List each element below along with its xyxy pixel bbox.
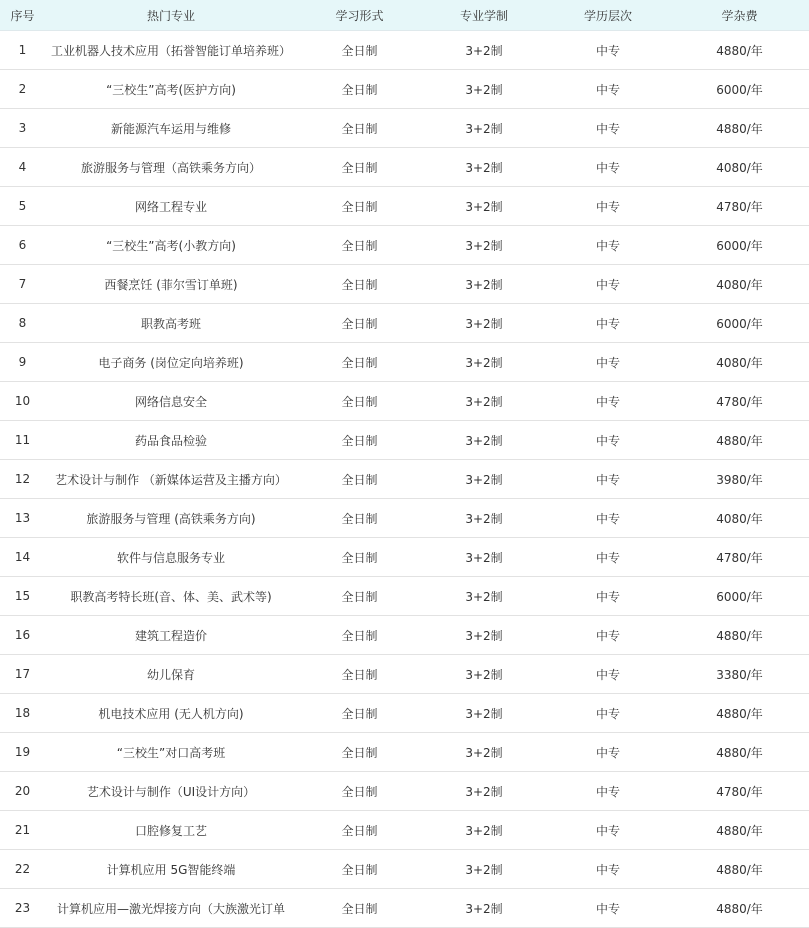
row-major: 职教高考特长班(音、体、美、武术等) (45, 577, 297, 616)
row-major: “三校生”高考(医护方向) (45, 70, 297, 109)
row-index: 21 (0, 811, 45, 850)
row-fee: 6000/年 (670, 70, 809, 109)
header-fee: 学杂费 (670, 0, 809, 31)
row-education-level: 中专 (546, 343, 670, 382)
header-row (0, 0, 809, 31)
row-study-form: 全日制 (297, 343, 422, 382)
row-duration: 3+2制 (422, 772, 546, 811)
table-row (0, 538, 809, 577)
row-education-level: 中专 (546, 187, 670, 226)
row-fee: 4080/年 (670, 148, 809, 187)
row-major: “三校生”对口高考班 (45, 733, 297, 772)
row-fee: 4880/年 (670, 694, 809, 733)
row-study-form: 全日制 (297, 577, 422, 616)
row-fee: 4880/年 (670, 733, 809, 772)
table-row (0, 577, 809, 616)
row-study-form: 全日制 (297, 850, 422, 889)
row-index: 10 (0, 382, 45, 421)
row-fee: 4080/年 (670, 343, 809, 382)
row-index: 5 (0, 187, 45, 226)
table-row (0, 811, 809, 850)
table-row (0, 499, 809, 538)
row-duration: 3+2制 (422, 421, 546, 460)
table-row (0, 265, 809, 304)
row-education-level: 中专 (546, 148, 670, 187)
row-study-form: 全日制 (297, 499, 422, 538)
row-duration: 3+2制 (422, 616, 546, 655)
row-education-level: 中专 (546, 265, 670, 304)
row-education-level: 中专 (546, 889, 670, 928)
table-row (0, 850, 809, 889)
row-duration: 3+2制 (422, 577, 546, 616)
row-major: 艺术设计与制作（UI设计方向） (45, 772, 297, 811)
table-row (0, 343, 809, 382)
row-education-level: 中专 (546, 70, 670, 109)
row-major: 电子商务 (岗位定向培养班) (45, 343, 297, 382)
row-fee: 4080/年 (670, 265, 809, 304)
row-education-level: 中专 (546, 850, 670, 889)
row-duration: 3+2制 (422, 265, 546, 304)
row-major: 机电技术应用 (无人机方向) (45, 694, 297, 733)
row-major: 建筑工程造价 (45, 616, 297, 655)
row-study-form: 全日制 (297, 811, 422, 850)
row-major: 网络工程专业 (45, 187, 297, 226)
row-duration: 3+2制 (422, 109, 546, 148)
row-index: 4 (0, 148, 45, 187)
row-index: 8 (0, 304, 45, 343)
row-duration: 3+2制 (422, 694, 546, 733)
table-row (0, 421, 809, 460)
row-major: 计算机应用 5G智能终端 (45, 850, 297, 889)
header-duration: 专业学制 (422, 0, 546, 31)
row-study-form: 全日制 (297, 421, 422, 460)
header-education-level: 学历层次 (546, 0, 670, 31)
row-index: 11 (0, 421, 45, 460)
row-major: 艺术设计与制作 （新媒体运营及主播方向） (45, 460, 297, 499)
row-study-form: 全日制 (297, 148, 422, 187)
row-education-level: 中专 (546, 616, 670, 655)
row-education-level: 中专 (546, 694, 670, 733)
row-fee: 4080/年 (670, 499, 809, 538)
row-index: 15 (0, 577, 45, 616)
row-fee: 4880/年 (670, 109, 809, 148)
row-index: 2 (0, 70, 45, 109)
row-fee: 4780/年 (670, 772, 809, 811)
row-fee: 6000/年 (670, 577, 809, 616)
row-study-form: 全日制 (297, 772, 422, 811)
row-education-level: 中专 (546, 460, 670, 499)
row-duration: 3+2制 (422, 538, 546, 577)
row-duration: 3+2制 (422, 460, 546, 499)
row-fee: 4880/年 (670, 616, 809, 655)
row-index: 1 (0, 31, 45, 70)
row-fee: 4880/年 (670, 850, 809, 889)
row-duration: 3+2制 (422, 226, 546, 265)
row-major: 工业机器人技术应用（拓誉智能订单培养班） (45, 31, 297, 70)
row-study-form: 全日制 (297, 460, 422, 499)
row-duration: 3+2制 (422, 499, 546, 538)
row-index: 12 (0, 460, 45, 499)
row-education-level: 中专 (546, 733, 670, 772)
table-row (0, 616, 809, 655)
row-index: 17 (0, 655, 45, 694)
row-study-form: 全日制 (297, 733, 422, 772)
row-study-form: 全日制 (297, 382, 422, 421)
header-index: 序号 (0, 0, 45, 31)
header-study-form: 学习形式 (297, 0, 422, 31)
table-row (0, 382, 809, 421)
row-fee: 4780/年 (670, 187, 809, 226)
row-fee: 6000/年 (670, 226, 809, 265)
table-row (0, 655, 809, 694)
row-fee: 4880/年 (670, 31, 809, 70)
row-study-form: 全日制 (297, 265, 422, 304)
row-education-level: 中专 (546, 31, 670, 70)
row-index: 16 (0, 616, 45, 655)
row-major: 药品食品检验 (45, 421, 297, 460)
row-major: 口腔修复工艺 (45, 811, 297, 850)
row-fee: 4880/年 (670, 421, 809, 460)
table-row (0, 733, 809, 772)
row-major: 旅游服务与管理 (高铁乘务方向) (45, 499, 297, 538)
row-index: 14 (0, 538, 45, 577)
row-fee: 3980/年 (670, 460, 809, 499)
row-duration: 3+2制 (422, 889, 546, 928)
table-row (0, 304, 809, 343)
row-index: 7 (0, 265, 45, 304)
row-education-level: 中专 (546, 421, 670, 460)
row-duration: 3+2制 (422, 655, 546, 694)
table-row (0, 226, 809, 265)
row-duration: 3+2制 (422, 187, 546, 226)
row-duration: 3+2制 (422, 811, 546, 850)
table-body (0, 31, 809, 928)
row-duration: 3+2制 (422, 382, 546, 421)
row-education-level: 中专 (546, 538, 670, 577)
row-study-form: 全日制 (297, 655, 422, 694)
row-duration: 3+2制 (422, 733, 546, 772)
table-row (0, 694, 809, 733)
table-row (0, 70, 809, 109)
row-major: 计算机应用—激光焊接方向（大族激光订单 (45, 889, 297, 928)
row-fee: 4780/年 (670, 382, 809, 421)
row-education-level: 中专 (546, 655, 670, 694)
row-duration: 3+2制 (422, 343, 546, 382)
row-index: 20 (0, 772, 45, 811)
row-major: 西餐烹饪 (菲尔雪订单班) (45, 265, 297, 304)
row-duration: 3+2制 (422, 850, 546, 889)
row-study-form: 全日制 (297, 538, 422, 577)
row-study-form: 全日制 (297, 616, 422, 655)
row-fee: 4880/年 (670, 889, 809, 928)
row-index: 13 (0, 499, 45, 538)
row-fee: 4780/年 (670, 538, 809, 577)
row-education-level: 中专 (546, 811, 670, 850)
table-row (0, 31, 809, 70)
row-index: 23 (0, 889, 45, 928)
row-study-form: 全日制 (297, 31, 422, 70)
row-index: 3 (0, 109, 45, 148)
table-row (0, 109, 809, 148)
row-major: 旅游服务与管理（高铁乘务方向） (45, 148, 297, 187)
row-education-level: 中专 (546, 226, 670, 265)
row-study-form: 全日制 (297, 889, 422, 928)
row-study-form: 全日制 (297, 694, 422, 733)
row-duration: 3+2制 (422, 31, 546, 70)
row-duration: 3+2制 (422, 304, 546, 343)
row-major: 幼儿保育 (45, 655, 297, 694)
table-row (0, 889, 809, 928)
row-education-level: 中专 (546, 382, 670, 421)
row-study-form: 全日制 (297, 109, 422, 148)
row-index: 22 (0, 850, 45, 889)
header-major: 热门专业 (45, 0, 297, 31)
row-index: 6 (0, 226, 45, 265)
row-education-level: 中专 (546, 577, 670, 616)
row-education-level: 中专 (546, 499, 670, 538)
table-row (0, 460, 809, 499)
row-fee: 4880/年 (670, 811, 809, 850)
row-major: 软件与信息服务专业 (45, 538, 297, 577)
row-fee: 6000/年 (670, 304, 809, 343)
row-education-level: 中专 (546, 109, 670, 148)
row-major: 新能源汽车运用与维修 (45, 109, 297, 148)
table-header (0, 0, 809, 31)
row-study-form: 全日制 (297, 226, 422, 265)
table-row (0, 187, 809, 226)
row-study-form: 全日制 (297, 70, 422, 109)
row-duration: 3+2制 (422, 70, 546, 109)
row-major: “三校生”高考(小教方向) (45, 226, 297, 265)
row-education-level: 中专 (546, 304, 670, 343)
row-major: 职教高考班 (45, 304, 297, 343)
table-row (0, 772, 809, 811)
row-fee: 3380/年 (670, 655, 809, 694)
row-education-level: 中专 (546, 772, 670, 811)
row-duration: 3+2制 (422, 148, 546, 187)
row-study-form: 全日制 (297, 304, 422, 343)
row-index: 9 (0, 343, 45, 382)
row-index: 18 (0, 694, 45, 733)
row-index: 19 (0, 733, 45, 772)
row-study-form: 全日制 (297, 187, 422, 226)
row-major: 网络信息安全 (45, 382, 297, 421)
table-row (0, 148, 809, 187)
